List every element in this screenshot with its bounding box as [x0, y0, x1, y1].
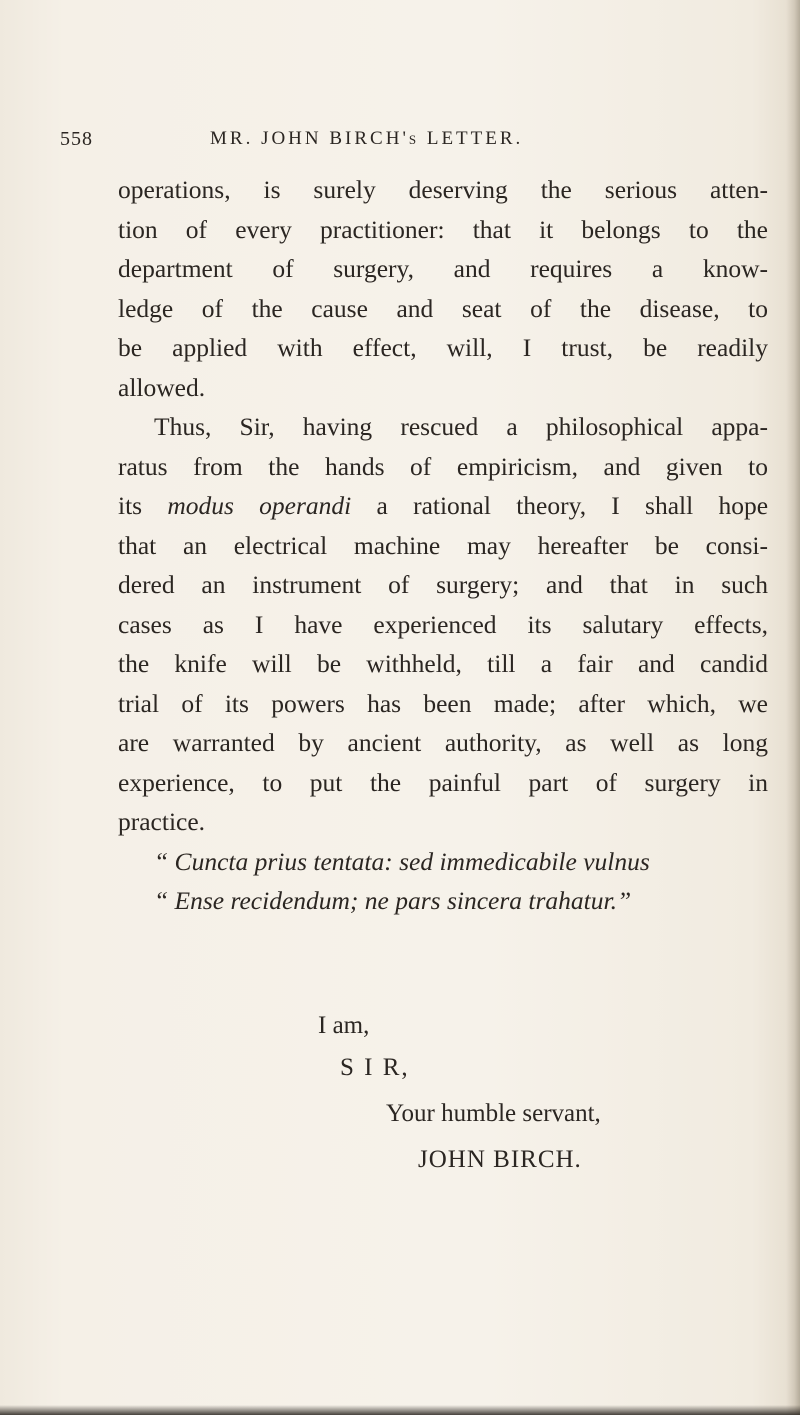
text-line: be applied with effect, will, I trust, be readily: [118, 333, 768, 362]
text-line: the knife will be withheld, till a fair and candid: [118, 649, 768, 678]
page-number: 558: [60, 128, 93, 150]
text-line: practice.: [118, 807, 206, 836]
text-line: ledge of the cause and seat of the disease, to: [118, 293, 768, 323]
closing-greeting: I am,: [318, 1012, 370, 1039]
text-line: allowed.: [118, 372, 206, 402]
text-line: operations, is surely deserving the serious atten-: [118, 175, 768, 204]
text-line: cases as I have experienced its salutary effects,: [118, 609, 768, 639]
text-line: ratus from the hands of empiricism, and given to: [118, 451, 768, 481]
paragraph-1: [118, 170, 768, 407]
text-line: tion of every practitioner: that it belongs to the: [118, 214, 768, 244]
paragraph-2: [118, 407, 768, 842]
text-line: experience, to put the painful part of surgery in: [118, 767, 768, 797]
page-header: [60, 128, 760, 158]
text-line: department of surgery, and requires a know-: [118, 254, 768, 283]
page-bottom-shadow: [0, 1405, 800, 1415]
closing-salutation: S I R,: [340, 1054, 410, 1081]
text-line: trial of its powers has been made; after which, we: [118, 688, 768, 718]
text-fragment: a rational theory, I shall hope: [376, 491, 769, 520]
text-line: are warranted by ancient authority, as well as long: [118, 728, 768, 757]
page-edge-shadow: [786, 0, 800, 1415]
text-line: dered an instrument of surgery; and that in such: [118, 570, 768, 599]
page-body: [118, 170, 768, 921]
quote-line: “ Cuncta prius tentata: sed immedicabile vulnus: [154, 846, 650, 876]
quote-line: “ Ense recidendum; ne pars sincera trahatur.”: [154, 886, 632, 915]
italic-phrase: modus operandi: [167, 491, 352, 520]
text-line: that an electrical machine may hereafter be consi-: [118, 530, 768, 560]
signature: JOHN BIRCH.: [418, 1146, 582, 1173]
text-fragment: its: [118, 491, 143, 520]
closing-valediction: Your humble servant,: [386, 1100, 601, 1127]
text-line: Thus, Sir, having rescued a philosophical appa-: [154, 412, 768, 441]
latin-quotation: [118, 842, 768, 921]
text-line-with-italic: [118, 486, 768, 526]
running-head: MR. JOHN BIRCH's LETTER.: [210, 128, 524, 149]
